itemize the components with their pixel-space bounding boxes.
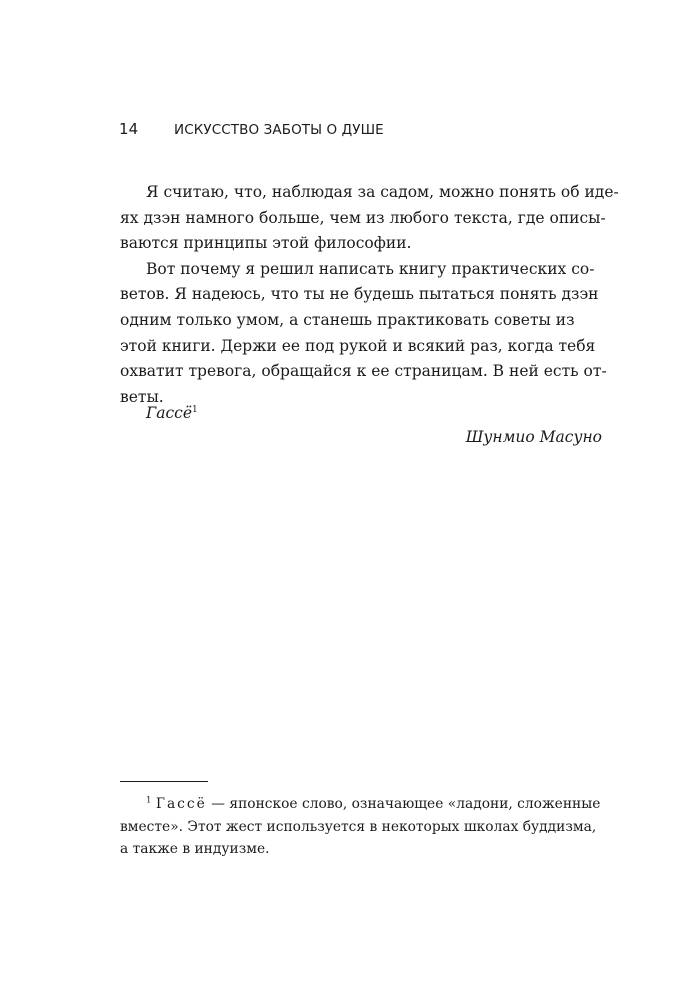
text-line: ях дзэн намного больше, чем из любого текста, где описы- [120, 208, 606, 227]
footnote-term: Гассё [155, 796, 207, 812]
text-line: Вот почему я решил написать книгу практических со- [146, 259, 595, 278]
closing-greeting [146, 404, 198, 422]
greeting-text: Гассё [146, 404, 193, 422]
text-line: одним только умом, а станешь практиковать советы из [120, 310, 575, 329]
text-line: ветов. Я надеюсь, что ты не будешь пытаться понять дзэн [120, 285, 599, 304]
footnote-divider [120, 781, 208, 782]
author-signature: Шунмио Масуно [465, 428, 602, 446]
running-head [119, 120, 384, 138]
footnote-reference: 1 [192, 404, 198, 415]
footnote-line: вместе». Этот жест используется в некоторых школах буддизма, [120, 818, 597, 835]
text-line: Я считаю, что, наблюдая за садом, можно понять об иде- [146, 183, 619, 201]
running-title: ИСКУССТВО ЗАБОТЫ О ДУШЕ [174, 122, 384, 138]
paragraph-1 [120, 180, 619, 257]
footnote [120, 793, 602, 861]
text-line: охватит тревога, обращайся к ее страницам. В ней есть от- [120, 362, 607, 381]
text-line: этой книги. Держи ее под рукой и всякий раз, когда тебя [120, 336, 596, 355]
page-number: 14 [119, 120, 139, 138]
paragraph-2 [120, 257, 607, 411]
text-line: веты. [120, 387, 164, 406]
footnote-text: — японское слово, означающее «ладони, сложенные [206, 796, 601, 812]
body-text [120, 180, 619, 410]
text-line: ваются принципы этой философии. [120, 234, 412, 253]
footnote-line [120, 793, 602, 816]
footnote-mark: 1 [146, 795, 152, 806]
footnote-line: а также в индуизме. [120, 841, 270, 858]
